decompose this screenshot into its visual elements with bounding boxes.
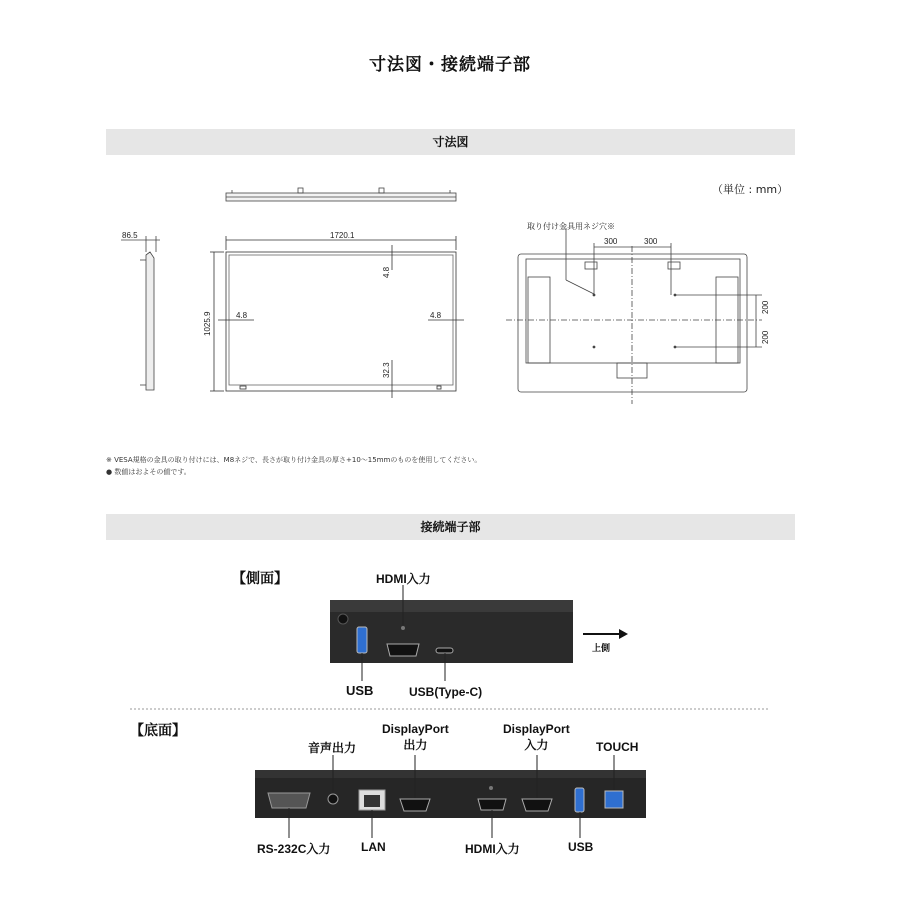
bezel-top-value: 4.8 <box>382 266 391 278</box>
note-approx: ● 数値はおよその値です。 <box>106 468 191 476</box>
side-usbc-label: USB(Type-C) <box>409 685 483 699</box>
vesa-h2-value: 300 <box>644 237 658 246</box>
page-title: 寸法図・接続端子部 <box>369 55 531 75</box>
dp-in-label: DisplayPort 入力 <box>503 722 570 752</box>
height-value: 1025.9 <box>203 311 212 336</box>
depth-value: 86.5 <box>122 231 138 240</box>
side-hdmi-label: HDMI入力 <box>376 572 431 586</box>
touch-port-icon <box>605 791 623 808</box>
unit-label: （単位 : mm） <box>712 183 789 196</box>
side-heading: 【側面】 <box>232 571 288 587</box>
bezel-bottom-value: 32.3 <box>382 362 391 378</box>
dp-out-label: DisplayPort 出力 <box>382 722 449 752</box>
up-side-label: 上側 <box>592 643 611 653</box>
terminals-section-header: 接続端子部 <box>106 514 795 540</box>
dimensions-section-header: 寸法図 <box>106 129 795 155</box>
bezel-left-value: 4.8 <box>236 311 248 320</box>
rs232c-label: RS-232C入力 <box>257 842 331 856</box>
hdmi-in-port-icon <box>478 799 506 810</box>
audio-out-label: 音声出力 <box>308 741 357 755</box>
vesa-h1-value: 300 <box>604 237 618 246</box>
side-usb-label: USB <box>346 683 374 698</box>
vesa-v1-value: 200 <box>761 300 770 314</box>
vesa-v2-value: 200 <box>761 330 770 344</box>
bottom-usb-port-icon <box>575 788 584 812</box>
bottom-usb-label: USB <box>568 840 594 854</box>
bottom-hdmi-label: HDMI入力 <box>465 842 520 856</box>
lan-label: LAN <box>361 840 386 854</box>
dp-out-port-icon <box>400 799 430 811</box>
rs232c-port-icon <box>268 793 310 808</box>
note-vesa: ※ VESA規格の金具の取り付けには、M8ネジで、長さが取り付け金具の厚さ+10〜15mmのものを使用してください。 <box>106 456 482 464</box>
touch-label: TOUCH <box>596 740 639 754</box>
bezel-right-value: 4.8 <box>430 311 442 320</box>
dp-in-port-icon <box>522 799 552 811</box>
bottom-heading: 【底面】 <box>130 723 186 739</box>
width-value: 1720.1 <box>330 231 355 240</box>
audio-jack-icon <box>328 794 338 804</box>
screw-hole-label: 取り付け金具用ネジ穴※ <box>527 222 615 231</box>
